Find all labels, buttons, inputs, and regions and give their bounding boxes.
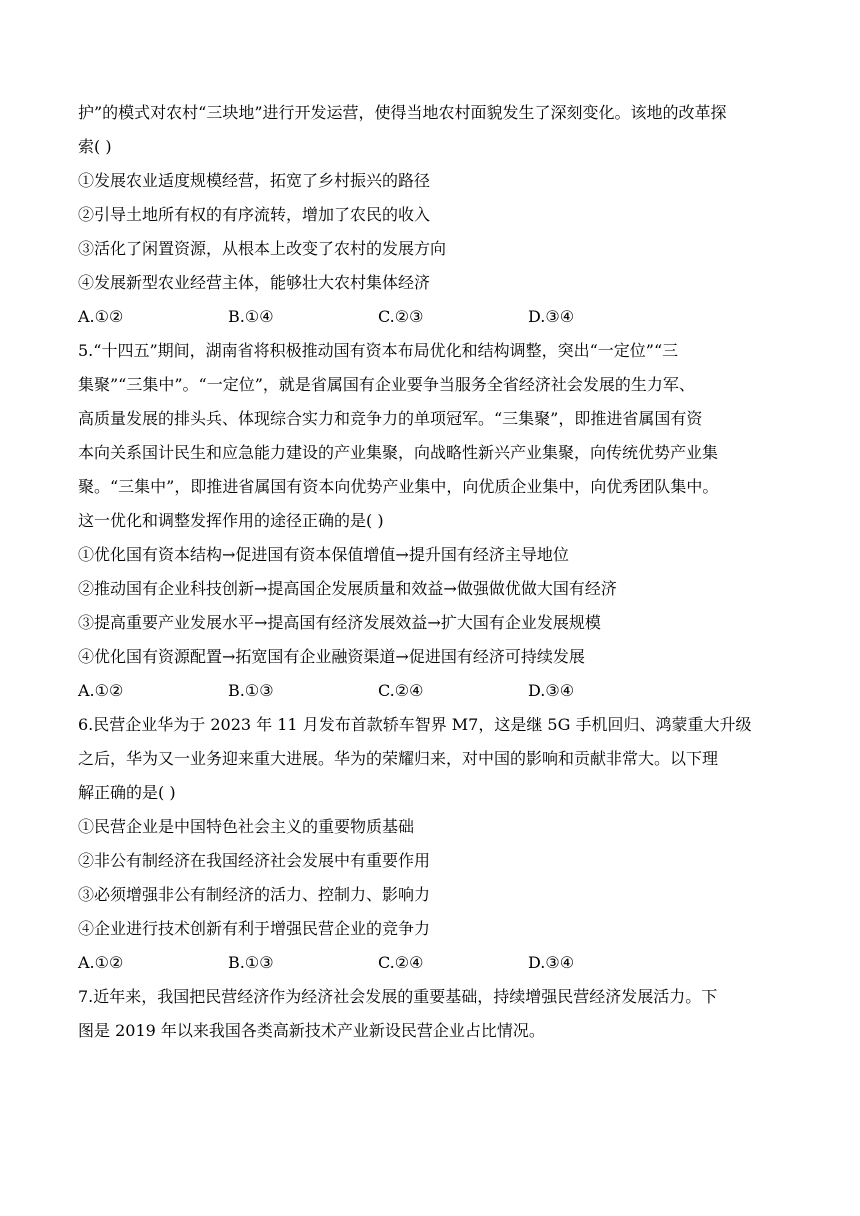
question-text-line: 图是 2019 年以来我国各类高新技术产业新设民营企业占比情况。 — [78, 1021, 545, 1040]
question-text-line: 高质量发展的排头兵、体现综合实力和竞争力的单项冠军。“三集聚”，即推进省属国有资 — [78, 409, 703, 428]
question-4-continued — [78, 96, 790, 334]
question-text-line: 解正确的是( ) — [78, 783, 176, 802]
question-text-line: 本向关系国计民生和应急能力建设的产业集聚，向战略性新兴产业集聚，向传统优势产业集 — [78, 443, 719, 462]
statement-3: ③提高重要产业发展水平→提高国有经济发展效益→扩大国有企业发展规模 — [78, 613, 601, 632]
option-a: A.①② — [78, 953, 124, 972]
option-d: D.③④ — [528, 953, 575, 972]
statement-4: ④发展新型农业经营主体，能够壮大农村集体经济 — [78, 273, 431, 292]
statement-2: ②非公有制经济在我国经济社会发展中有重要作用 — [78, 851, 431, 870]
question-text-line: 6.民营企业华为于 2023 年 11 月发布首款轿车智界 M7，这是继 5G 手机回归、鸿蒙重大升级 — [78, 715, 752, 734]
question-text-line: 7.近年来，我国把民营经济作为经济社会发展的重要基础，持续增强民营经济发展活力。下 — [78, 987, 718, 1006]
option-b: B.①④ — [228, 307, 274, 326]
question-7 — [78, 980, 790, 1048]
statement-4: ④企业进行技术创新有利于增强民营企业的竞争力 — [78, 919, 431, 938]
document-page — [78, 96, 790, 1048]
answer-options — [78, 674, 790, 708]
statement-4: ④优化国有资源配置→拓宽国有企业融资渠道→促进国有经济可持续发展 — [78, 647, 585, 666]
statement-1: ①民营企业是中国特色社会主义的重要物质基础 — [78, 817, 415, 836]
question-text-line: 护”的模式对农村“三块地”进行开发运营，使得当地农村面貌发生了深刻变化。该地的改革探 — [78, 103, 727, 122]
statement-1: ①优化国有资本结构→促进国有资本保值增值→提升国有经济主导地位 — [78, 545, 569, 564]
statement-3: ③必须增强非公有制经济的活力、控制力、影响力 — [78, 885, 431, 904]
statement-2: ②推动国有企业科技创新→提高国企发展质量和效益→做强做优做大国有经济 — [78, 579, 617, 598]
option-c: C.②③ — [378, 307, 424, 326]
option-a: A.①② — [78, 681, 124, 700]
question-text-line: 索( ) — [78, 137, 112, 156]
option-c: C.②④ — [378, 953, 424, 972]
question-text-line: 之后，华为又一业务迎来重大进展。华为的荣耀归来，对中国的影响和贡献非常大。以下理 — [78, 749, 719, 768]
question-text-line: 5.“十四五”期间，湖南省将积极推动国有资本布局优化和结构调整，突出“一定位”“三 — [78, 341, 679, 360]
answer-options — [78, 946, 790, 980]
option-b: B.①③ — [228, 953, 274, 972]
answer-options — [78, 300, 790, 334]
statement-3: ③活化了闲置资源，从根本上改变了农村的发展方向 — [78, 239, 447, 258]
question-6 — [78, 708, 790, 980]
option-b: B.①③ — [228, 681, 274, 700]
statement-2: ②引导土地所有权的有序流转，增加了农民的收入 — [78, 205, 431, 224]
question-text-line: 聚。“三集中”，即推进省属国有资本向优势产业集中，向优质企业集中，向优秀团队集中。 — [78, 477, 719, 496]
option-a: A.①② — [78, 307, 124, 326]
option-d: D.③④ — [528, 681, 575, 700]
statement-1: ①发展农业适度规模经营，拓宽了乡村振兴的路径 — [78, 171, 431, 190]
question-text-line: 集聚”“三集中”。“一定位”，就是省属国有企业要争当服务全省经济社会发展的生力军、 — [78, 375, 695, 394]
question-5 — [78, 334, 790, 708]
option-c: C.②④ — [378, 681, 424, 700]
question-text-line: 这一优化和调整发挥作用的途径正确的是( ) — [78, 511, 384, 530]
option-d: D.③④ — [528, 307, 575, 326]
